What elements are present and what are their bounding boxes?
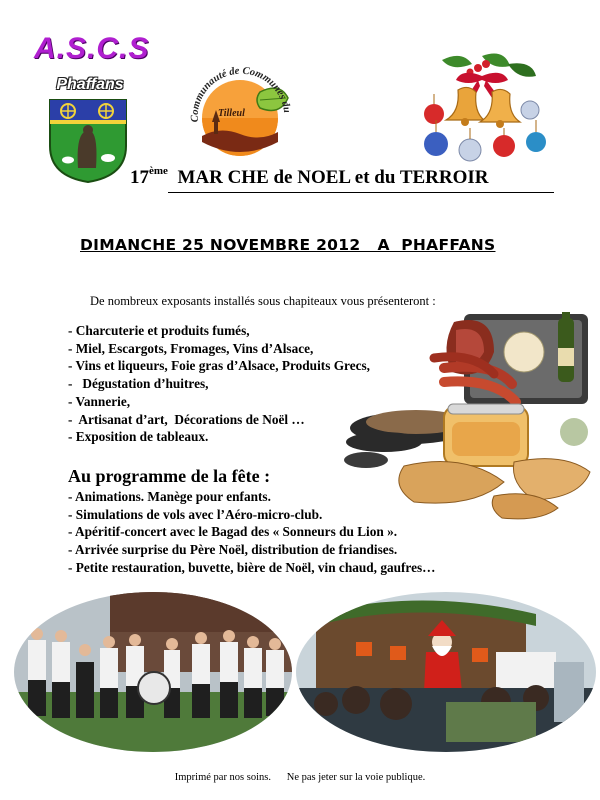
exhibitors-list	[68, 322, 370, 446]
musicians-group-icon	[14, 592, 292, 752]
list-item: - Dégustation d’huitres,	[68, 376, 209, 392]
coat-of-arms-icon	[48, 98, 128, 184]
list-item: - Animations. Manège pour enfants.	[68, 489, 271, 504]
ascs-logo-town: Phaffans	[56, 76, 124, 93]
list-item: - Simulations de vols avec l’Aéro-micro-club.	[68, 506, 323, 522]
list-item: - Exposition de tableaux.	[68, 429, 209, 445]
footer-note: Imprimé par nos soins. Ne pas jeter sur la voie publique.	[174, 772, 426, 783]
list-item: - Vannerie,	[68, 393, 131, 409]
food-collage-image	[344, 312, 594, 524]
food-platter-icon	[344, 312, 594, 524]
title-ordinal-number: 17	[130, 167, 149, 188]
title-ordinal-suffix: ème	[149, 165, 168, 177]
title-text: MAR CHE de NOEL et du TERROIR	[177, 167, 489, 188]
list-item: - Charcuterie et produits fumés,	[68, 323, 250, 338]
list-item: - Artisanat d’art, Décorations de Noël …	[68, 411, 305, 427]
ascs-phaffans-logo	[34, 32, 150, 182]
list-item: - Petite restauration, buvette, bière de Noël, vin chaud, gaufres…	[68, 559, 436, 575]
list-item: - Vins et liqueurs, Foie gras d’Alsace, Produits Grecs,	[68, 358, 370, 374]
intro-text: De nombreux exposants installés sous chapiteaux vous présenteront :	[90, 294, 436, 308]
bagad-musicians-photo	[14, 592, 292, 752]
event-date: DIMANCHE 25 NOVEMBRE 2012 A PHAFFANS	[80, 236, 496, 254]
communaute-communes-logo	[180, 52, 300, 164]
logo-town-name: Tilleul	[218, 108, 245, 119]
event-title	[130, 167, 550, 189]
list-item: - Arrivée surprise du Père Noël, distribution de friandises.	[68, 542, 398, 558]
programme-heading: Au programme de la fête :	[68, 466, 271, 486]
ascs-logo-letters: A.S.C.S	[34, 32, 150, 65]
christmas-bells-decoration	[412, 50, 562, 170]
santa-crowd-icon	[296, 592, 596, 752]
list-item: - Miel, Escargots, Fromages, Vins d’Alsace,	[68, 340, 314, 356]
santa-arrival-photo	[296, 592, 596, 752]
logo-arc-textpath: Communauté de Communes du	[189, 65, 292, 123]
title-underline	[168, 192, 554, 193]
christmas-bells-icon	[412, 50, 562, 170]
list-item: - Apéritif-concert avec le Bagad des « Sonneurs du Lion ».	[68, 524, 398, 540]
